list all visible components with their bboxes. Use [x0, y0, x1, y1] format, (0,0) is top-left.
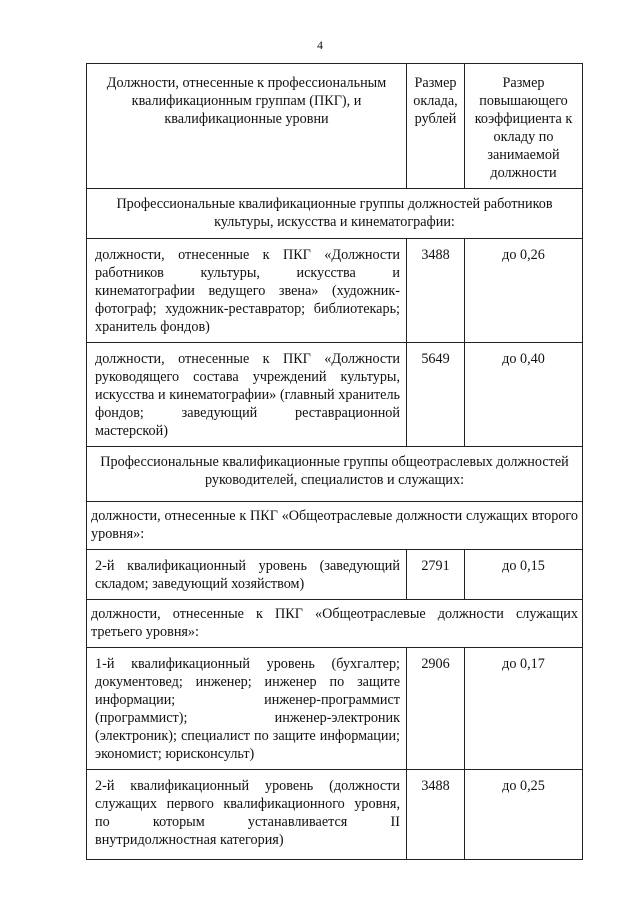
table-row: [87, 239, 583, 343]
coefficient-value: до 0,40: [465, 343, 583, 447]
subgroup-title: должности, отнесенные к ПКГ «Общеотраслевые должности служащих третьего уровня»:: [87, 600, 583, 648]
position-description: 2-й квалификационный уровень (заведующий складом; заведующий хозяйством): [87, 550, 407, 600]
table-row: [87, 343, 583, 447]
subgroup-title: должности, отнесенные к ПКГ «Общеотраслевые должности служащих второго уровня»:: [87, 502, 583, 550]
salary-table: [86, 63, 583, 860]
group-row: [87, 447, 583, 502]
table-header-row: [87, 64, 583, 189]
header-position: Должности, отнесенные к профессиональным квалификационным группам (ПКГ), и квалификационные уровни: [87, 64, 407, 189]
salary-value: 2791: [407, 550, 465, 600]
position-description: 1-й квалификационный уровень (бухгалтер; документовед; инженер; инженер по защите информации; инженер-программист (программист); инженер-электроник (электроник); специалист по защите информации; экономист; юрисконсульт): [87, 648, 407, 770]
subgroup-row: [87, 600, 583, 648]
table-row: [87, 550, 583, 600]
table-row: [87, 648, 583, 770]
coefficient-value: до 0,15: [465, 550, 583, 600]
page-number: 4: [317, 38, 323, 52]
header-coefficient: Размер повышающего коэффициента к окладу по занимаемой должности: [465, 64, 583, 189]
group-title: Профессиональные квалификационные группы должностей работников культуры, искусства и кинематографии:: [87, 189, 583, 239]
position-description: 2-й квалификационный уровень (должности служащих первого квалификационного уровня, по которым устанавливается II внутридолжностная категория): [87, 770, 407, 860]
position-description: должности, отнесенные к ПКГ «Должности работников культуры, искусства и кинематографии ведущего звена» (художник-фотограф; художник-реставратор; библиотекарь; хранитель фондов): [87, 239, 407, 343]
salary-value: 2906: [407, 648, 465, 770]
group-row: [87, 189, 583, 239]
subgroup-row: [87, 502, 583, 550]
salary-value: 3488: [407, 770, 465, 860]
position-description: должности, отнесенные к ПКГ «Должности руководящего состава учреждений культуры, искусства и кинематографии» (главный хранитель фондов; заведующий реставрационной мастерской): [87, 343, 407, 447]
group-title: Профессиональные квалификационные группы общеотраслевых должностей руководителей, специалистов и служащих:: [87, 447, 583, 502]
table-row: [87, 770, 583, 860]
coefficient-value: до 0,25: [465, 770, 583, 860]
coefficient-value: до 0,17: [465, 648, 583, 770]
salary-value: 5649: [407, 343, 465, 447]
coefficient-value: до 0,26: [465, 239, 583, 343]
header-salary: Размер оклада, рублей: [407, 64, 465, 189]
salary-value: 3488: [407, 239, 465, 343]
